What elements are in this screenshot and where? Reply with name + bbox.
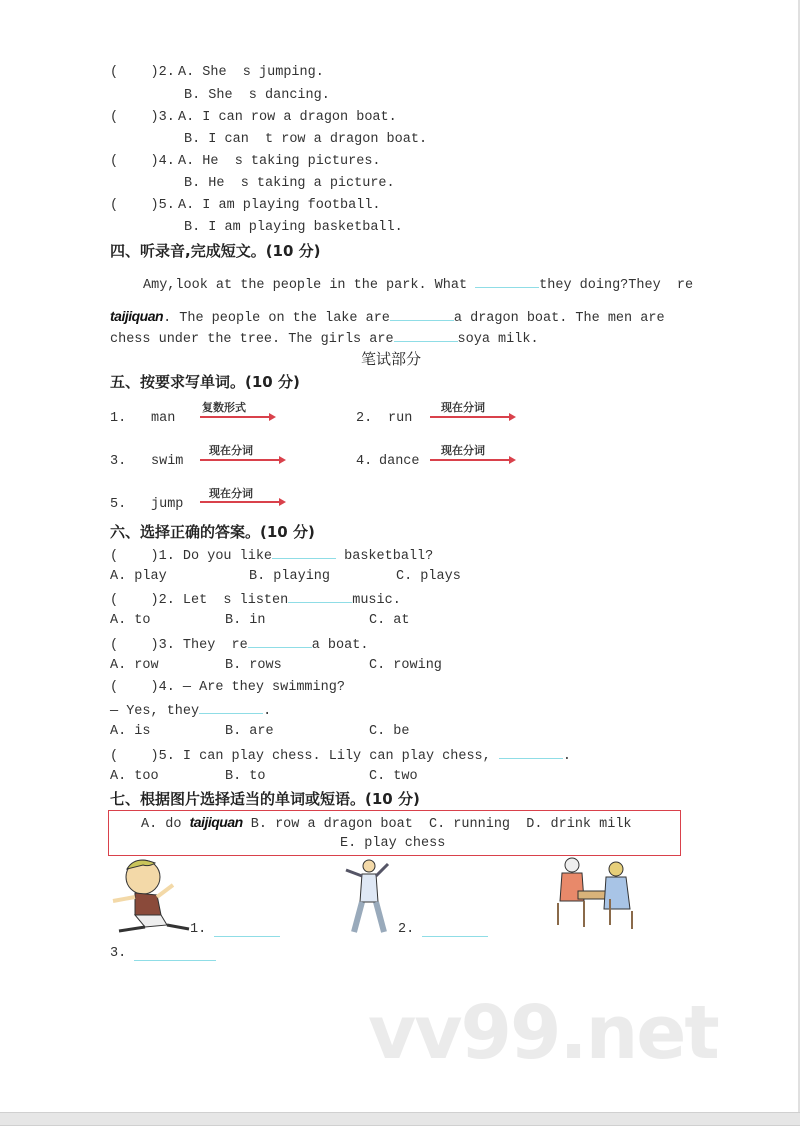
running-boy-picture [105,855,195,935]
question [110,701,271,721]
word-bank-option-e: E. play chess [340,836,446,851]
page-separator [0,1112,800,1126]
option-b: B. I am playing basketball. [184,220,403,235]
section-heading: 六、选择正确的答案。(10 分) [110,523,315,541]
item-word: man [151,411,176,426]
option-a: A. She s jumping. [178,65,324,80]
text: . [263,704,272,719]
item-number: 5. [110,497,127,512]
picture-label: 1. [190,922,207,937]
answer-blank[interactable] [199,701,263,714]
picture-label: 2. [398,922,415,937]
text: ( )3. They re [110,638,248,653]
text: ( )5. I can play chess. Lily can play chess, [110,749,499,764]
option: B. are [225,724,274,739]
text: Amy,look at the people in the park. What [143,278,476,293]
option: A. row [110,658,159,673]
item-number: 4. [356,454,373,469]
text: they doing?They re [539,278,694,293]
text: ( )2. Let s listen [110,593,289,608]
answer-blank[interactable] [248,635,312,648]
option: A. too [110,769,159,784]
option: C. be [369,724,410,739]
text: B. row a dragon boat C. running D. drink milk [242,817,632,832]
answer-blank[interactable] [134,948,216,961]
answer-paren: ( )2. [110,65,175,80]
option-b: B. I can t row a dragon boat. [184,132,428,147]
chess-players-picture [554,855,638,935]
section-heading: 七、根据图片选择适当的单词或短语。(10 分) [110,790,420,808]
text: . [562,749,571,764]
answer-blank[interactable] [288,590,352,603]
option: C. rowing [369,658,442,673]
arrow-icon [430,416,514,418]
option: C. at [369,613,410,628]
option: A. to [110,613,151,628]
item-word: jump [151,497,184,512]
option: C. plays [396,569,461,584]
arrow-hint: 现在分词 [209,444,253,457]
option: A. is [110,724,151,739]
arrow-icon [200,459,284,461]
arrow-icon [200,501,284,503]
text: ( )1. Do you like [110,549,273,564]
arrow-hint: 现在分词 [209,487,253,500]
answer-blank[interactable] [394,329,458,342]
question [110,546,433,566]
text: basketball? [336,549,434,564]
arrow-icon [430,459,514,461]
taijiquan-word: taijiquan [110,308,164,324]
written-part-title: 笔试部分 [361,350,422,368]
option: B. in [225,613,266,628]
question [110,635,368,655]
option-b: B. He s taking a picture. [184,176,395,191]
text: — Yes, they [110,704,200,719]
text: a dragon boat. The men are [453,311,665,326]
paragraph-line [110,329,539,349]
question [110,590,401,610]
answer-blank[interactable] [499,746,563,759]
text: soya milk. [457,332,539,347]
picture-label: 3. [110,946,127,961]
item-number: 3. [110,454,127,469]
option: B. to [225,769,266,784]
option-a: A. I am playing football. [178,198,381,213]
option-a: A. I can row a dragon boat. [178,110,397,125]
taijiquan-man-picture [344,858,396,938]
item-word: dance [379,454,420,469]
word-bank-line [141,813,632,834]
answer-blank[interactable] [422,924,488,937]
item-number: 2. [356,411,373,426]
arrow-icon [200,416,274,418]
option: B. playing [249,569,331,584]
text: music. [352,593,401,608]
question [110,746,571,766]
option: B. rows [225,658,282,673]
taijiquan-word: taijiquan [189,814,243,830]
arrow-hint: 现在分词 [441,401,485,414]
arrow-hint: 现在分词 [441,444,485,457]
answer-paren: ( )3. [110,110,175,125]
question: ( )4. — Are they swimming? [110,680,345,695]
answer-paren: ( )4. [110,154,175,169]
answer-blank[interactable] [475,275,539,288]
item-word: run [388,411,413,426]
option: A. play [110,569,167,584]
answer-blank[interactable] [272,546,336,559]
item-word: swim [151,454,184,469]
option-a: A. He s taking pictures. [178,154,381,169]
arrow-hint: 复数形式 [202,401,246,414]
option: C. two [369,769,418,784]
text: A. do [141,817,190,832]
text: chess under the tree. The girls are [110,332,394,347]
item-number: 1. [110,411,127,426]
paragraph-line [143,275,693,295]
answer-blank[interactable] [390,308,454,321]
option-b: B. She s dancing. [184,88,330,103]
answer-paren: ( )5. [110,198,175,213]
text: . The people on the lake are [163,311,390,326]
watermark: vv99.net [368,990,718,1076]
paragraph-line [110,307,665,328]
answer-blank[interactable] [214,924,280,937]
section-heading: 五、按要求写单词。(10 分) [110,373,300,391]
text: a boat. [311,638,369,653]
section-heading: 四、听录音,完成短文。(10 分) [110,242,321,260]
